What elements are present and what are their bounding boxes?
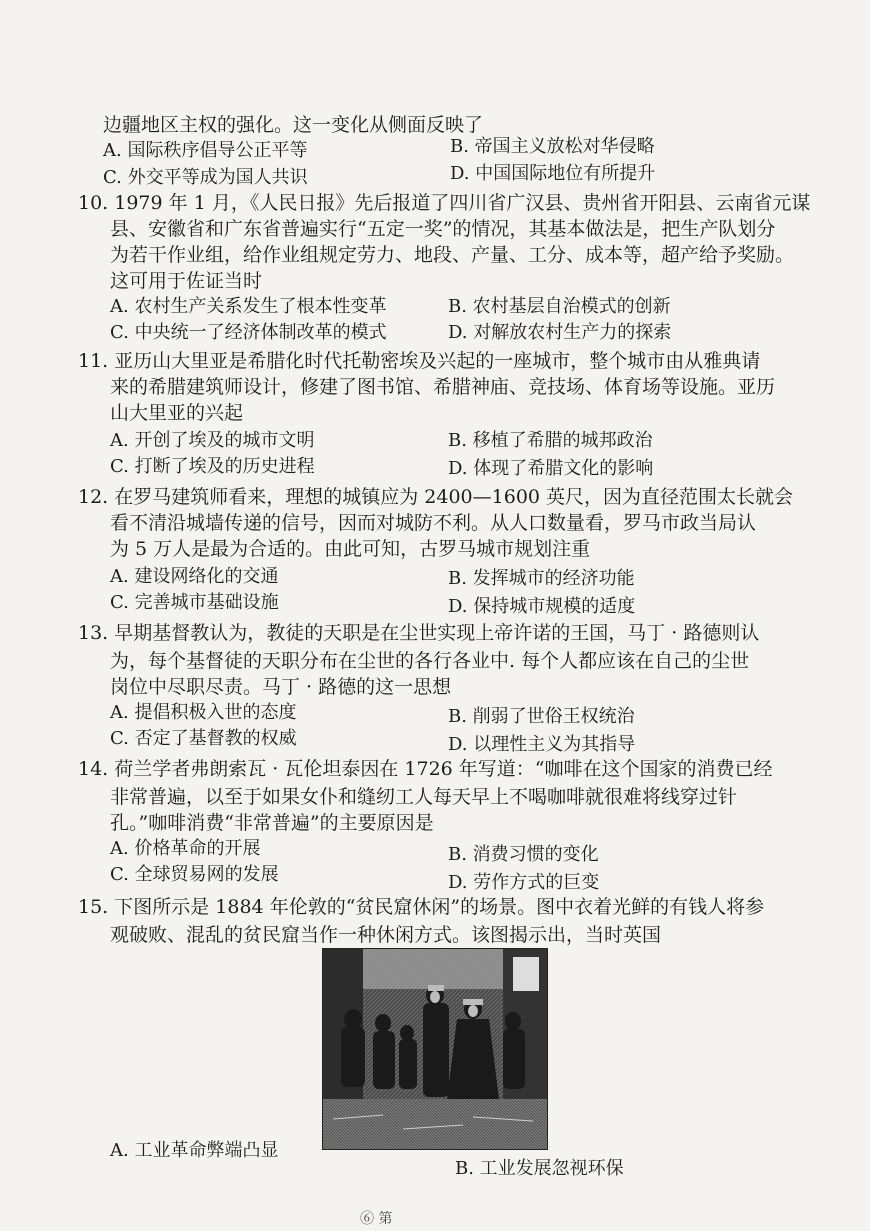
q9-option-b[interactable]: B. 帝国主义放松对华侵略 xyxy=(450,136,655,157)
q11-line-3: 山大里亚的兴起 xyxy=(110,402,244,424)
q14-option-a[interactable]: A. 价格革命的开展 xyxy=(110,838,261,859)
page-footer: ⑥ 第 xyxy=(360,1211,393,1227)
q11-option-a[interactable]: A. 开创了埃及的城市文明 xyxy=(110,430,315,451)
q14-line-1: 14. 荷兰学者弗朗索瓦 · 瓦伦坦泰因在 1726 年写道：“咖啡在这个国家的消费已经 xyxy=(78,758,773,780)
q11-option-d[interactable]: D. 体现了希腊文化的影响 xyxy=(448,458,654,479)
q10-option-c[interactable]: C. 中央统一了经济体制改革的模式 xyxy=(110,322,387,343)
q12-line-2: 看不清沿城墙传递的信号，因而对城防不利。从人口数量看，罗马市政当局认 xyxy=(110,512,757,534)
q11-line-1: 11. 亚历山大里亚是希腊化时代托勒密埃及兴起的一座城市，整个城市由从雅典请 xyxy=(78,350,761,372)
q11-option-c[interactable]: C. 打断了埃及的历史进程 xyxy=(110,456,315,477)
q12-option-b[interactable]: B. 发挥城市的经济功能 xyxy=(448,568,635,589)
q10-line-3: 为若干作业组，给作业组规定劳力、地段、产量、工分、成本等，超产给予奖励。 xyxy=(110,244,795,266)
q9-stem-tail: 边疆地区主权的强化。这一变化从侧面反映了 xyxy=(103,114,484,136)
q12-option-a[interactable]: A. 建设网络化的交通 xyxy=(110,566,279,587)
q9-option-a[interactable]: A. 国际秩序倡导公正平等 xyxy=(103,140,308,161)
q10-line-1: 10. 1979 年 1 月，《人民日报》先后报道了四川省广汉县、贵州省开阳县、云南省元谋 xyxy=(78,192,811,214)
q13-option-d[interactable]: D. 以理性主义为其指导 xyxy=(448,734,636,755)
q10-option-a[interactable]: A. 农村生产关系发生了根本性变革 xyxy=(110,296,387,317)
q13-option-b[interactable]: B. 削弱了世俗王权统治 xyxy=(448,706,635,727)
q10-option-b[interactable]: B. 农村基层自治模式的创新 xyxy=(448,296,671,317)
q15-option-b[interactable]: B. 工业发展忽视环保 xyxy=(455,1158,624,1179)
q15-line-1: 15. 下图所示是 1884 年伦敦的“贫民窟休闲”的场景。图中衣着光鲜的有钱人将参 xyxy=(78,896,765,918)
q9-option-d[interactable]: D. 中国国际地位有所提升 xyxy=(450,163,656,184)
q14-line-3: 孔。”咖啡消费“非常普遍”的主要原因是 xyxy=(110,812,434,834)
q13-option-a[interactable]: A. 提倡积极入世的态度 xyxy=(110,702,297,723)
engraving-slum-scene-image xyxy=(322,948,548,1150)
q10-line-4: 这可用于佐证当时 xyxy=(110,270,263,292)
q14-option-c[interactable]: C. 全球贸易网的发展 xyxy=(110,864,279,885)
q11-option-b[interactable]: B. 移植了希腊的城邦政治 xyxy=(448,430,653,451)
q11-line-2: 来的希腊建筑师设计，修建了图书馆、希腊神庙、竞技场、体育场等设施。亚历 xyxy=(110,376,776,398)
q14-option-b[interactable]: B. 消费习惯的变化 xyxy=(448,844,599,865)
q13-line-1: 13. 早期基督教认为，教徒的天职是在尘世实现上帝许诺的王国，马丁 · 路德则认 xyxy=(78,622,760,644)
q12-option-d[interactable]: D. 保持城市规模的适度 xyxy=(448,596,636,617)
q12-line-1: 12. 在罗马建筑师看来，理想的城镇应为 2400—1600 英尺，因为直径范围太长就会 xyxy=(78,486,794,508)
q12-line-3: 为 5 万人是最为合适的。由此可知，古罗马城市规划注重 xyxy=(110,538,591,560)
q12-option-c[interactable]: C. 完善城市基础设施 xyxy=(110,592,279,613)
q10-line-2: 县、安徽省和广东省普遍实行“五定一奖”的情况，其基本做法是，把生产队划分 xyxy=(110,218,776,240)
engraving-illustration xyxy=(323,949,547,1149)
q9-option-c[interactable]: C. 外交平等成为国人共识 xyxy=(103,167,308,188)
q14-line-2: 非常普遍，以至于如果女仆和缝纫工人每天早上不喝咖啡就很难将线穿过针 xyxy=(110,786,738,808)
q13-line-2: 为，每个基督徒的天职分布在尘世的各行各业中. 每个人都应该在自己的尘世 xyxy=(110,650,750,672)
q10-option-d[interactable]: D. 对解放农村生产力的探索 xyxy=(448,322,672,343)
q14-option-d[interactable]: D. 劳作方式的巨变 xyxy=(448,872,600,893)
q13-option-c[interactable]: C. 否定了基督教的权威 xyxy=(110,728,297,749)
q15-option-a[interactable]: A. 工业革命弊端凸显 xyxy=(110,1140,279,1161)
q15-line-2: 观破败、混乱的贫民窟当作一种休闲方式。该图揭示出，当时英国 xyxy=(110,924,662,946)
q13-line-3: 岗位中尽职尽责。马丁 · 路德的这一思想 xyxy=(110,676,452,698)
